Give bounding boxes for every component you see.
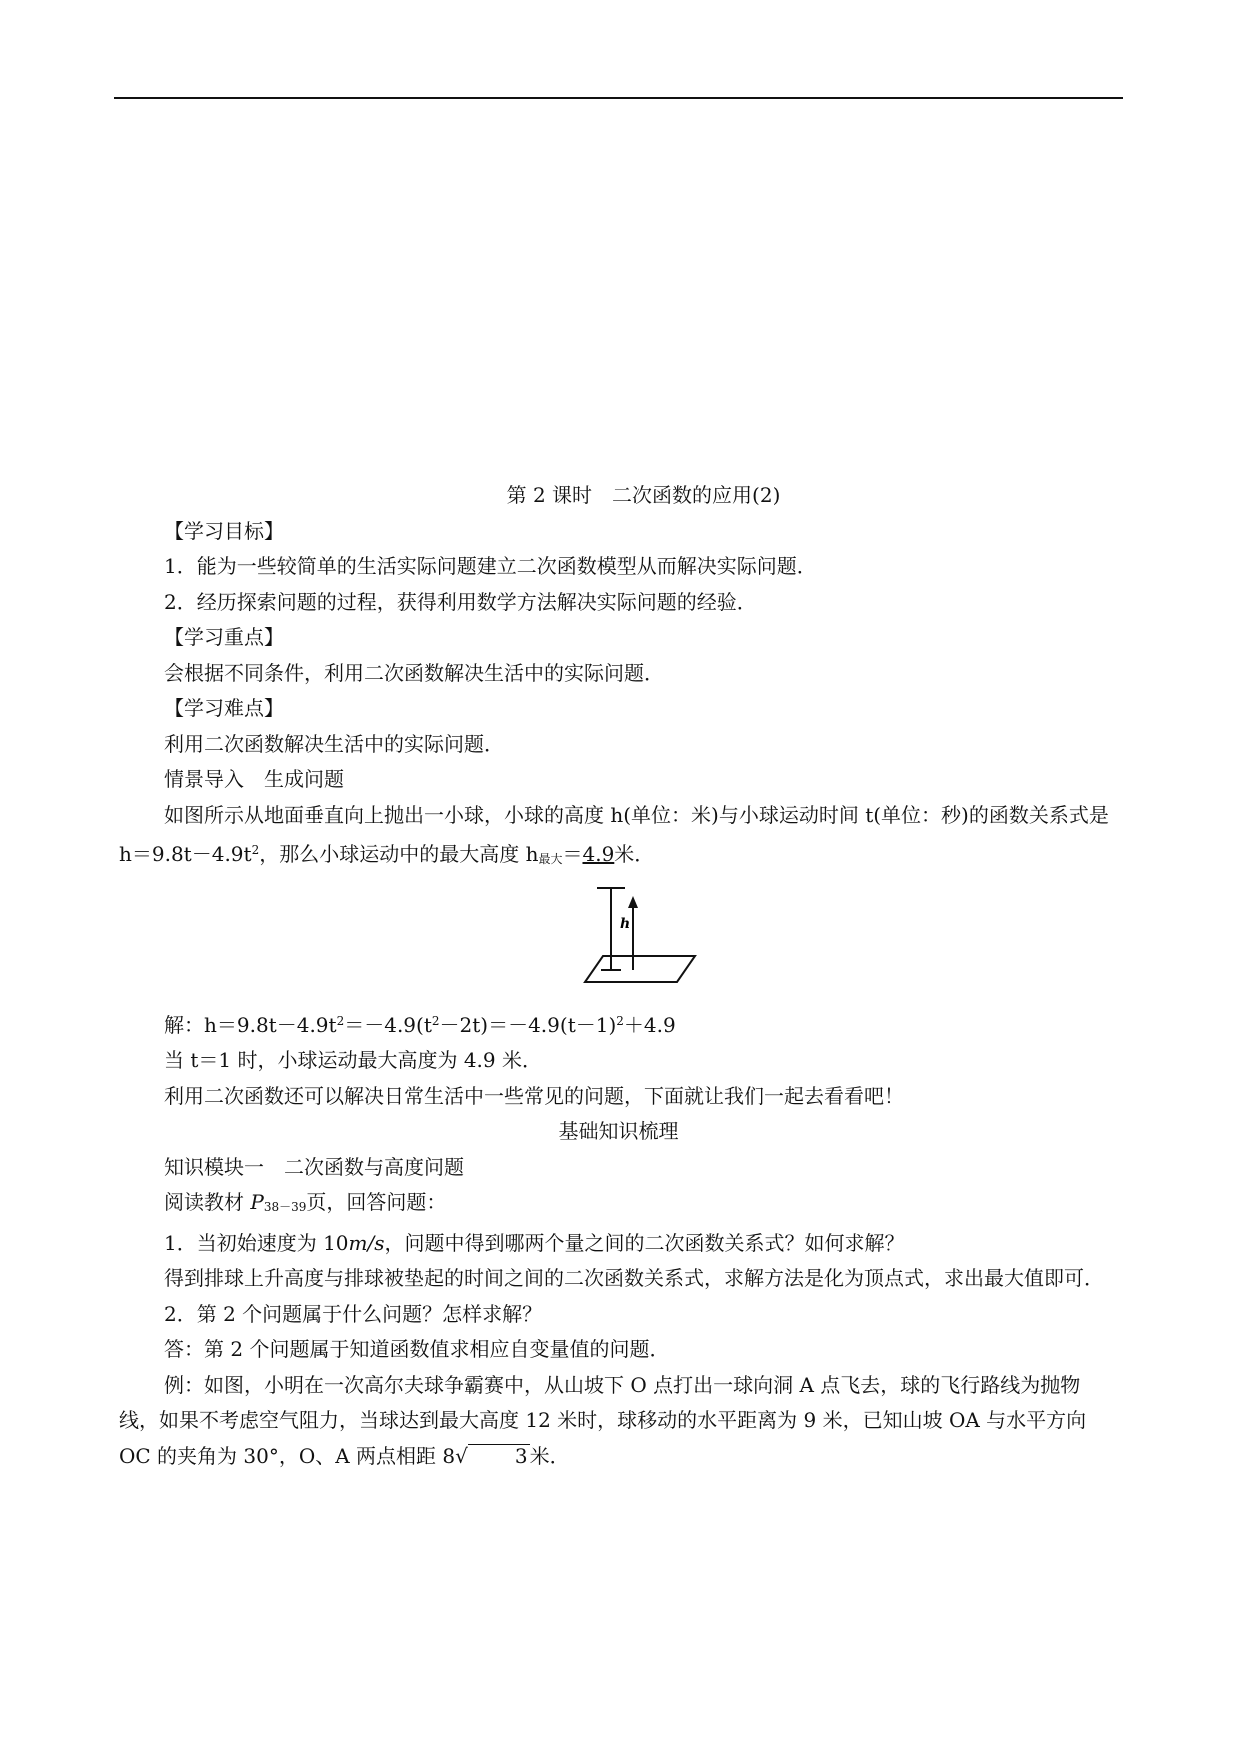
ball-figure [119, 878, 1118, 1004]
key-heading: 【学习重点】 [164, 625, 284, 649]
solution-sup-3: 2 [616, 1013, 624, 1028]
height-label: h [620, 915, 631, 932]
intro-subscript: 最大 [538, 852, 563, 866]
document-body [119, 478, 1118, 1474]
solution-sup-2: 2 [431, 1013, 440, 1028]
objective-1: 1．能为一些较简单的生活实际问题建立二次函数模型从而解决实际问题． [164, 554, 817, 578]
transition-text: 利用二次函数还可以解决日常生活中一些常见的问题，下面就让我们一起去看看吧！ [164, 1083, 904, 1108]
answer-1: 得到排球上升高度与排球被垫起的时间之间的二次函数关系式，求解方法是化为顶点式，求出最大值即可． [164, 1266, 1104, 1290]
header-rule [114, 97, 1123, 99]
ball-throw-diagram [583, 882, 703, 992]
question-1 [119, 1226, 1118, 1262]
solution-text-b: ＝－4.9(t [344, 1012, 432, 1037]
example-paragraph: 例：如图，小明在一次高尔夫球争霸赛中，从山坡下 O 点打出一球向洞 A 点飞去，球的飞行路线为抛物线，如果不考虑空气阻力，当球达到最大高度 12 米时，球移动的水平距离为 9 米，已知山坡 OA 与水平方向 OC 的夹角为 30°，O、A 两点相距 8√ 3 米． [119, 1372, 1087, 1468]
objective-2: 2．经历探索问题的过程，获得利用数学方法解决实际问题的经验． [164, 589, 757, 614]
question-1-text-b: ，问题中得到哪两个量之间的二次函数关系式？如何求解？ [384, 1230, 905, 1255]
read-page-p: P [250, 1190, 264, 1214]
solution-line-2: 当 t＝1 时，小球运动最大高度为 4.9 米． [164, 1048, 542, 1072]
intro-equals: ＝ [562, 842, 583, 866]
example-sqrt-value: 3 [468, 1444, 530, 1467]
solution-sup-1: 2 [336, 1013, 345, 1028]
example-text-b: 米． [529, 1443, 570, 1468]
section-heading: 基础知识梳理 [558, 1119, 679, 1143]
up-arrow-head [628, 896, 638, 908]
intro-text-a: 如图所示从地面垂直向上抛出一小球，小球的高度 h(单位：米)与小球运动时间 t(单位：秒)的函数关系式是 h＝9.8t－4.9t [119, 802, 1109, 866]
difficulty-text: 利用二次函数解决生活中的实际问题． [164, 731, 504, 756]
solution-line-1 [119, 1004, 1118, 1044]
solution-text-d: ＋4.9 [623, 1012, 676, 1037]
difficulty-heading: 【学习难点】 [164, 696, 284, 720]
intro-text-c: 米． [614, 842, 655, 866]
intro-heading: 情景导入 生成问题 [164, 767, 344, 791]
question-1-unit: m/s [348, 1230, 385, 1255]
intro-text-b: ，那么小球运动中的最大高度 h [259, 842, 539, 866]
answer-2: 答：第 2 个问题属于知道函数值求相应自变量值的问题． [164, 1337, 670, 1361]
key-text: 会根据不同条件，利用二次函数解决生活中的实际问题． [164, 660, 664, 685]
module-heading: 知识模块一 二次函数与高度问题 [164, 1154, 464, 1179]
question-2: 2．第 2 个问题属于什么问题？怎样求解？ [164, 1301, 543, 1326]
question-1-text-a: 1．当初始速度为 10 [164, 1230, 349, 1255]
lesson-title: 第 2 课时 二次函数的应用(2) [506, 483, 781, 507]
objectives-heading: 【学习目标】 [164, 518, 284, 543]
example-text-a: 例：如图，小明在一次高尔夫球争霸赛中，从山坡下 O 点打出一球向洞 A 点飞去，球的飞行路线为抛物线，如果不考虑空气阻力，当球达到最大高度 12 米时，球移动的水平距离为 9 米，已知山坡 OA 与水平方向 OC 的夹角为 30°，O、A 两点相距 8 [119, 1372, 1087, 1468]
intro-paragraph [119, 798, 1118, 878]
read-text-a: 阅读教材 [164, 1190, 251, 1214]
read-text-b: 页，回答问题： [306, 1190, 447, 1214]
read-page-range: 38－39 [263, 1200, 307, 1214]
intro-answer: 4.9 [582, 842, 615, 866]
solution-text-a: 解：h＝9.8t－4.9t [164, 1012, 337, 1037]
read-instruction [119, 1185, 1118, 1226]
intro-superscript: 2 [251, 843, 260, 857]
solution-text-c: －2t)＝－4.9(t－1) [439, 1012, 617, 1037]
